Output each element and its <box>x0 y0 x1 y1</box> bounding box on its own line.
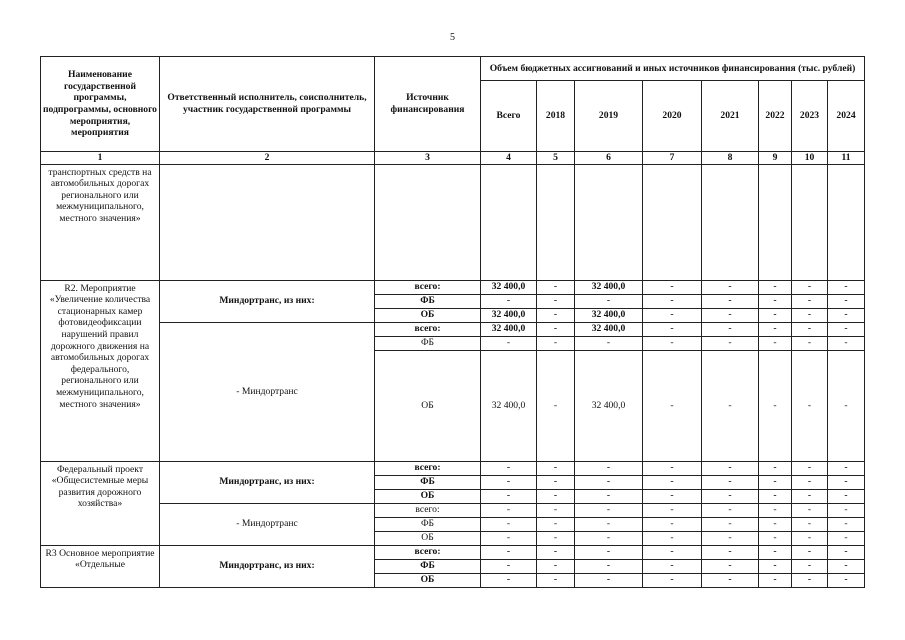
value-cell: - <box>537 280 575 294</box>
value-cell: - <box>702 531 759 545</box>
column-number: 11 <box>828 152 865 165</box>
value-cell: - <box>575 517 643 531</box>
column-number: 6 <box>575 152 643 165</box>
value-cell: - <box>575 573 643 587</box>
value-cell: - <box>759 336 792 350</box>
value-cell: - <box>537 489 575 503</box>
source-cell: ФБ <box>375 559 481 573</box>
column-number: 1 <box>41 152 160 165</box>
value-cell: - <box>828 545 865 559</box>
value-cell: - <box>537 559 575 573</box>
activity-name: транспортных средств на автомобильных дорогах регионального или межмуниципального, местного значения» <box>41 164 160 280</box>
header-name: Наименование государственной программы, подпрограммы, основного мероприятия, мероприятия <box>41 57 160 152</box>
value-cell: - <box>643 294 702 308</box>
value-cell: 32 400,0 <box>575 280 643 294</box>
header-year: 2021 <box>702 81 759 152</box>
value-cell: - <box>792 336 828 350</box>
value-cell: - <box>702 545 759 559</box>
column-number: 7 <box>643 152 702 165</box>
value-cell: - <box>643 517 702 531</box>
value-cell: - <box>702 322 759 336</box>
value-cell: - <box>575 545 643 559</box>
source-cell: всего: <box>375 280 481 294</box>
value-cell: - <box>481 475 537 489</box>
header-volume: Объем бюджетных ассигнований и иных источников финансирования (тыс. рублей) <box>481 57 865 81</box>
value-cell: - <box>702 517 759 531</box>
budget-table <box>40 56 865 588</box>
value-cell: - <box>792 559 828 573</box>
value-cell: - <box>702 350 759 461</box>
value-cell: - <box>759 294 792 308</box>
header-executor: Ответственный исполнитель, соисполнитель, участник государственной программы <box>160 57 375 152</box>
value-cell: - <box>575 503 643 517</box>
executor-cell: Миндортранс, из них: <box>160 280 375 322</box>
value-cell: - <box>575 461 643 475</box>
value-cell: - <box>575 531 643 545</box>
header-source: Источник финансирования <box>375 57 481 152</box>
value-cell: - <box>481 503 537 517</box>
source-cell: всего: <box>375 322 481 336</box>
value-cell: - <box>643 280 702 294</box>
value-cell: 32 400,0 <box>575 350 643 461</box>
value-cell: - <box>643 475 702 489</box>
header-year: 2024 <box>828 81 865 152</box>
header-year: Всего <box>481 81 537 152</box>
value-cell: - <box>537 545 575 559</box>
source-cell: всего: <box>375 503 481 517</box>
value-cell: - <box>643 531 702 545</box>
value-cell: - <box>702 280 759 294</box>
value-cell: - <box>828 336 865 350</box>
page-number: 5 <box>450 32 455 43</box>
value-cell: - <box>481 461 537 475</box>
header-year: 2023 <box>792 81 828 152</box>
value-cell: - <box>643 559 702 573</box>
value-cell: - <box>759 503 792 517</box>
value-cell: - <box>759 350 792 461</box>
column-number: 2 <box>160 152 375 165</box>
value-cell: - <box>537 503 575 517</box>
value-cell: - <box>575 559 643 573</box>
table-row <box>41 461 865 475</box>
value-cell: - <box>575 294 643 308</box>
value-cell: - <box>792 475 828 489</box>
value-cell: - <box>828 350 865 461</box>
table-row <box>41 322 865 336</box>
value-cell: - <box>759 308 792 322</box>
value-cell: - <box>792 350 828 461</box>
value-cell: - <box>759 545 792 559</box>
header-year: 2020 <box>643 81 702 152</box>
value-cell: - <box>792 517 828 531</box>
value-cell: - <box>643 489 702 503</box>
value-cell: - <box>828 280 865 294</box>
value-cell: - <box>792 308 828 322</box>
value-cell: - <box>828 322 865 336</box>
column-number: 5 <box>537 152 575 165</box>
value-cell: - <box>792 545 828 559</box>
value-cell: - <box>481 573 537 587</box>
value-cell: 32 400,0 <box>481 350 537 461</box>
value-cell: - <box>702 294 759 308</box>
value-cell: - <box>481 336 537 350</box>
value-cell: - <box>537 573 575 587</box>
value-cell: - <box>702 308 759 322</box>
value-cell: - <box>792 489 828 503</box>
source-cell: ОБ <box>375 531 481 545</box>
table-row <box>41 280 865 294</box>
value-cell: - <box>537 531 575 545</box>
value-cell: - <box>702 475 759 489</box>
value-cell: - <box>759 322 792 336</box>
value-cell: - <box>481 559 537 573</box>
value-cell: - <box>575 475 643 489</box>
executor-cell: Миндортранс, из них: <box>160 545 375 587</box>
value-cell: - <box>759 489 792 503</box>
value-cell: - <box>792 503 828 517</box>
value-cell: - <box>643 461 702 475</box>
value-cell: - <box>481 517 537 531</box>
value-cell: - <box>828 503 865 517</box>
value-cell: 32 400,0 <box>481 322 537 336</box>
value-cell: - <box>828 475 865 489</box>
column-number: 4 <box>481 152 537 165</box>
source-cell: ОБ <box>375 489 481 503</box>
value-cell: - <box>792 531 828 545</box>
value-cell: - <box>537 308 575 322</box>
column-number: 3 <box>375 152 481 165</box>
value-cell: - <box>702 336 759 350</box>
value-cell: 32 400,0 <box>575 308 643 322</box>
value-cell: - <box>481 545 537 559</box>
value-cell: - <box>759 573 792 587</box>
value-cell: - <box>828 559 865 573</box>
value-cell: - <box>702 489 759 503</box>
value-cell: - <box>643 573 702 587</box>
value-cell: - <box>702 559 759 573</box>
value-cell: - <box>792 280 828 294</box>
executor-cell: Миндортранс, из них: <box>160 461 375 503</box>
value-cell: - <box>759 531 792 545</box>
source-cell: ОБ <box>375 573 481 587</box>
value-cell: - <box>828 294 865 308</box>
value-cell: - <box>828 489 865 503</box>
value-cell: - <box>481 489 537 503</box>
value-cell: - <box>759 559 792 573</box>
value-cell: - <box>792 294 828 308</box>
value-cell: - <box>643 503 702 517</box>
header-year: 2022 <box>759 81 792 152</box>
value-cell: - <box>702 461 759 475</box>
value-cell: - <box>828 517 865 531</box>
value-cell: - <box>575 336 643 350</box>
value-cell: - <box>537 475 575 489</box>
value-cell: - <box>575 489 643 503</box>
activity-name: Федеральный проект «Общесистемные меры развития дорожного хозяйства» <box>41 461 160 545</box>
value-cell: - <box>537 322 575 336</box>
value-cell: - <box>828 461 865 475</box>
value-cell: - <box>643 322 702 336</box>
executor-cell: - Миндортранс <box>160 322 375 461</box>
source-cell: всего: <box>375 461 481 475</box>
value-cell: - <box>537 294 575 308</box>
value-cell: - <box>537 350 575 461</box>
value-cell: - <box>828 573 865 587</box>
value-cell: - <box>792 573 828 587</box>
source-cell: ФБ <box>375 294 481 308</box>
value-cell: - <box>828 531 865 545</box>
value-cell: - <box>828 308 865 322</box>
value-cell: - <box>759 280 792 294</box>
value-cell: - <box>643 350 702 461</box>
value-cell: - <box>702 503 759 517</box>
value-cell: - <box>537 461 575 475</box>
header-year: 2019 <box>575 81 643 152</box>
column-number: 9 <box>759 152 792 165</box>
source-cell: ОБ <box>375 350 481 461</box>
value-cell: 32 400,0 <box>575 322 643 336</box>
source-cell: ОБ <box>375 308 481 322</box>
header-year: 2018 <box>537 81 575 152</box>
executor-cell: - Миндортранс <box>160 503 375 545</box>
value-cell: - <box>481 294 537 308</box>
value-cell: - <box>702 573 759 587</box>
activity-name: R2. Мероприятие «Увеличение количества стационарных камер фотовидеофиксации нарушений правил дорожного движения на автомобильных дорогах федерального, регионального или межмуниципального, местного значения» <box>41 280 160 461</box>
source-cell: всего: <box>375 545 481 559</box>
table-row <box>41 545 865 559</box>
source-cell: ФБ <box>375 475 481 489</box>
column-number: 8 <box>702 152 759 165</box>
value-cell: - <box>759 517 792 531</box>
value-cell: - <box>481 531 537 545</box>
table-row <box>41 503 865 517</box>
value-cell: - <box>759 461 792 475</box>
source-cell: ФБ <box>375 517 481 531</box>
value-cell: - <box>792 322 828 336</box>
value-cell: - <box>792 461 828 475</box>
value-cell: - <box>643 308 702 322</box>
value-cell: - <box>537 336 575 350</box>
value-cell: - <box>643 336 702 350</box>
value-cell: - <box>537 517 575 531</box>
activity-name: R3 Основное мероприятие «Отдельные <box>41 545 160 587</box>
value-cell: 32 400,0 <box>481 280 537 294</box>
value-cell: - <box>759 475 792 489</box>
source-cell: ФБ <box>375 336 481 350</box>
column-number: 10 <box>792 152 828 165</box>
table-row <box>41 164 865 280</box>
value-cell: - <box>643 545 702 559</box>
value-cell: 32 400,0 <box>481 308 537 322</box>
